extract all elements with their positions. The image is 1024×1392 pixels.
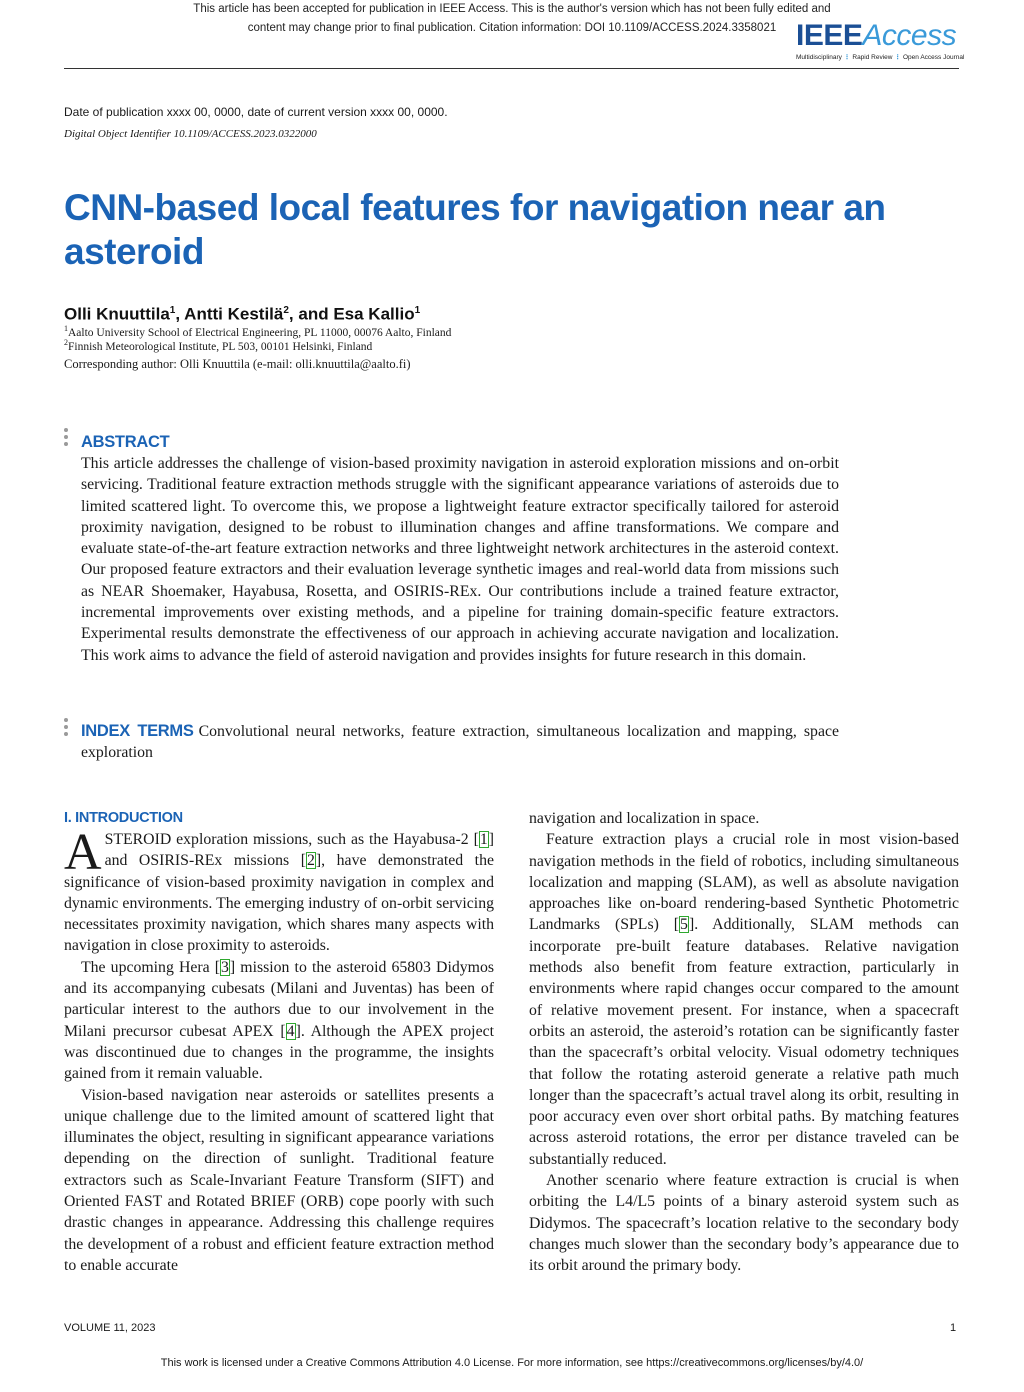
logo-ieee-text: IEEE xyxy=(796,19,863,52)
intro-paragraph-3: Vision-based navigation near asteroids or satellites presents a unique challenge due to the limited amount of scattered light that illuminates the object, resulting in significant appearance variations depending on the direction of sunlight. Traditional feature extractors such as Scale-Invariant Feature Transform (SIFT) and Oriented FAST and Rotated BRIEF (ORB) cope poorly with such drastic changes in appearance. Addressing this challenge requires the development of a robust and efficient feature extraction method to enable accurate xyxy=(64,1086,494,1274)
license-notice: This work is licensed under a Creative Commons Attribution 4.0 License. For more information, see https://creativecommons.org/licenses/by/4.0/ xyxy=(160,1357,864,1369)
index-terms xyxy=(81,721,839,764)
logo-separator-2: ⋮ xyxy=(894,54,901,61)
citation-link[interactable]: 5 xyxy=(680,916,688,934)
abstract-text: This article addresses the challenge of vision-based proximity navigation in asteroid exploration missions and on-orbit servicing. Traditional feature extraction methods struggle with the significant appearance variations of asteroids due to limited scattered light. To overcome this, we propose a lightweight feature extractor specifically tailored for asteroid proximity navigation, designed to be robust to illumination changes and affine transformations. We compare and evaluate state-of-the-art feature extraction networks and three lightweight network architectures in the asteroid context. Our proposed feature extractors and their evaluation leverage synthetic images and real-world data from missions such as NEAR Shoemaker, Hayabusa, Rosetta, and OSIRIS-REx. Our contributions include a trained feature extractor, incremental improvements over existing methods, and a pipeline for training domain-specific feature extractors. Experimental results demonstrate the effectiveness of our approach in achieving accurate navigation and localization. This work aims to advance the field of asteroid navigation and provides insights for future research in this domain. xyxy=(81,455,839,664)
author-affiliation-mark: 1 xyxy=(414,305,421,316)
acceptance-notice-line-1: This article has been accepted for publication in IEEE Access. This is the author's version which has not been fully edited and xyxy=(193,3,831,15)
abstract-dots-icon xyxy=(64,428,68,449)
affiliation-2 xyxy=(64,336,372,354)
header-divider xyxy=(64,68,959,69)
logo-tagline-2: Rapid Review xyxy=(852,54,893,61)
author-separator: , xyxy=(175,304,185,324)
paragraph-text: and OSIRIS-REx missions xyxy=(104,852,301,870)
intro-paragraph-3-continued: navigation and localization in space. xyxy=(529,810,760,827)
index-terms-dots-icon xyxy=(64,718,68,739)
author-name: Esa Kallio xyxy=(333,304,415,324)
acceptance-notice-line-2: content may change prior to final publication. Citation information: DOI 10.1109/ACCESS.2024.3358021 xyxy=(247,22,777,34)
intro-paragraph-1: ASTEROID exploration missions, such as the Hayabusa-2 [1] and OSIRIS-REx missions [2], have demonstrated the significance of vision-based proximity navigation in complex and dynamic environments. The emerging industry of on-orbit servicing necessitates proximity navigation, which shares many aspects with navigation in close proximity to asteroids. xyxy=(64,824,494,955)
paragraph-text: STEROID exploration missions, such as the Hayabusa-2 xyxy=(104,831,474,848)
affiliation-mark: 2 xyxy=(64,338,68,347)
paragraph-text: The upcoming Hera xyxy=(81,958,215,976)
logo-tagline-1: Multidisciplinary xyxy=(796,54,842,61)
paragraph-text: . Although the APEX project was discontinued due to changes in the programme, the insights gained from it remain valuable. xyxy=(64,1022,494,1083)
index-terms-heading: INDEX TERMS xyxy=(81,722,194,740)
introduction-heading: I. INTRODUCTION xyxy=(64,810,183,826)
logo-separator-1: ⋮ xyxy=(843,54,851,61)
intro-paragraph-2: The upcoming Hera [3] mission to the asteroid 65803 Didymos and its accompanying cubesats (Milani and Juventas) has been of particular interest to the authors due to our involvement in the Milani precursor cubesat APEX [4]. Although the APEX project was discontinued due to changes in the programme, the insights gained from it remain valuable. xyxy=(64,958,494,1083)
citation-link[interactable]: 3 xyxy=(221,958,229,976)
left-column xyxy=(64,824,494,1276)
paragraph-text: , have demonstrated the significance of vision-based proximity navigation in complex and dynamic environments. The emerging industry of on-orbit servicing necessitates proximity navigation, which shares many aspects with navigation in close proximity to asteroids. xyxy=(64,852,494,955)
citation-link[interactable]: 1 xyxy=(479,831,488,848)
author-separator: , and xyxy=(288,304,334,324)
logo-tagline xyxy=(796,53,965,62)
affiliation-mark: 1 xyxy=(64,324,68,333)
index-terms-text: Convolutional neural networks, feature extraction, simultaneous localization and mapping, space exploration xyxy=(81,723,839,762)
volume-label: VOLUME 11, 2023 xyxy=(64,1322,156,1334)
corresponding-author: Corresponding author: Olli Knuuttila (e-mail: olli.knuuttila@aalto.fi) xyxy=(64,357,411,371)
paragraph-text: . Additionally, SLAM methods can incorporate pre-built feature databases. Relative navigation methods also benefit from feature extraction, particularly in environments where rapid changes occur compared to the amount of relative movement present. For instance, when a spacecraft orbits an asteroid, the asteroid’s rotation can be significantly faster than the spacecraft’s orbital velocity. Visual odometry techniques that follow the rotating asteroid generate a relative path much longer than the spacecraft’s actual travel along its orbit, resulting in poor accuracy even over short orbital paths. By matching features across asteroid rotations, the error per distance traveled can be substantially reduced. xyxy=(529,916,959,1168)
digital-object-identifier: Digital Object Identifier 10.1109/ACCESS.2023.0322000 xyxy=(64,128,317,140)
affiliation-text: Finnish Meteorological Institute, PL 503, 00101 Helsinki, Finland xyxy=(68,340,373,353)
paper-title: CNN-based local features for navigation near an asteroid xyxy=(64,187,886,272)
author-affiliation-mark: 2 xyxy=(283,305,289,316)
drop-cap: A xyxy=(64,824,102,881)
logo-access-text: Access xyxy=(862,19,957,52)
citation-link[interactable]: 4 xyxy=(286,1022,295,1040)
logo-wordmark xyxy=(796,20,956,52)
right-column xyxy=(529,808,959,1277)
ieee-access-logo xyxy=(796,19,965,62)
citation-link[interactable]: 2 xyxy=(306,852,315,870)
abstract-heading: ABSTRACT xyxy=(81,433,170,451)
paragraph-text: mission to the asteroid 65803 Didymos and its accompanying cubesats (Milani and Juventas) has been of particular interest to the authors due to our involvement in the Milani precursor cubesat APEX xyxy=(64,958,494,1040)
author-name: Olli Knuuttila xyxy=(64,304,170,324)
logo-tagline-3: Open Access Journal xyxy=(902,54,965,61)
intro-paragraph-4: Feature extraction plays a crucial role in most vision-based navigation methods in the field of robotics, including simultaneous localization and mapping (SLAM), as well as absolute navigation approaches like on-board rendering-based Synthetic Photometric Landmarks (SPLs) [5]. Additionally, SLAM methods can incorporate pre-built feature databases. Relative navigation methods also benefit from feature extraction, particularly in environments where rapid changes occur compared to the amount of relative movement present. For instance, when a spacecraft orbits an asteroid, the asteroid’s rotation can be significantly faster than the spacecraft’s orbital velocity. Visual odometry techniques that follow the rotating asteroid generate a relative path much longer than the spacecraft’s actual travel along its orbit, resulting in poor accuracy even over short orbital paths. By matching features across asteroid rotations, the error per distance traveled can be substantially reduced. xyxy=(529,831,959,1168)
author-name: Antti Kestilä xyxy=(184,304,284,324)
intro-paragraph-5: Another scenario where feature extraction is crucial is when orbiting the L4/L5 points of a binary asteroid system such as Didymos. The spacecraft’s location relative to the secondary body changes much slower than the secondary body’s appearance due to its orbit around the primary body. xyxy=(529,1172,959,1275)
paragraph-text: Feature extraction plays a crucial role in most vision-based navigation methods in the field of robotics, including simultaneous localization and mapping (SLAM), as well as absolute navigation approaches like on-board rendering-based Synthetic Photometric Landmarks (SPLs) xyxy=(529,831,959,934)
affiliation-text: Aalto University School of Electrical Engineering, PL 11000, 00076 Aalto, Finland xyxy=(68,326,452,339)
publication-date: Date of publication xxxx 00, 0000, date of current version xxxx 00, 0000. xyxy=(64,105,448,119)
page-number: 1 xyxy=(950,1322,957,1334)
author-affiliation-mark: 1 xyxy=(169,305,176,316)
